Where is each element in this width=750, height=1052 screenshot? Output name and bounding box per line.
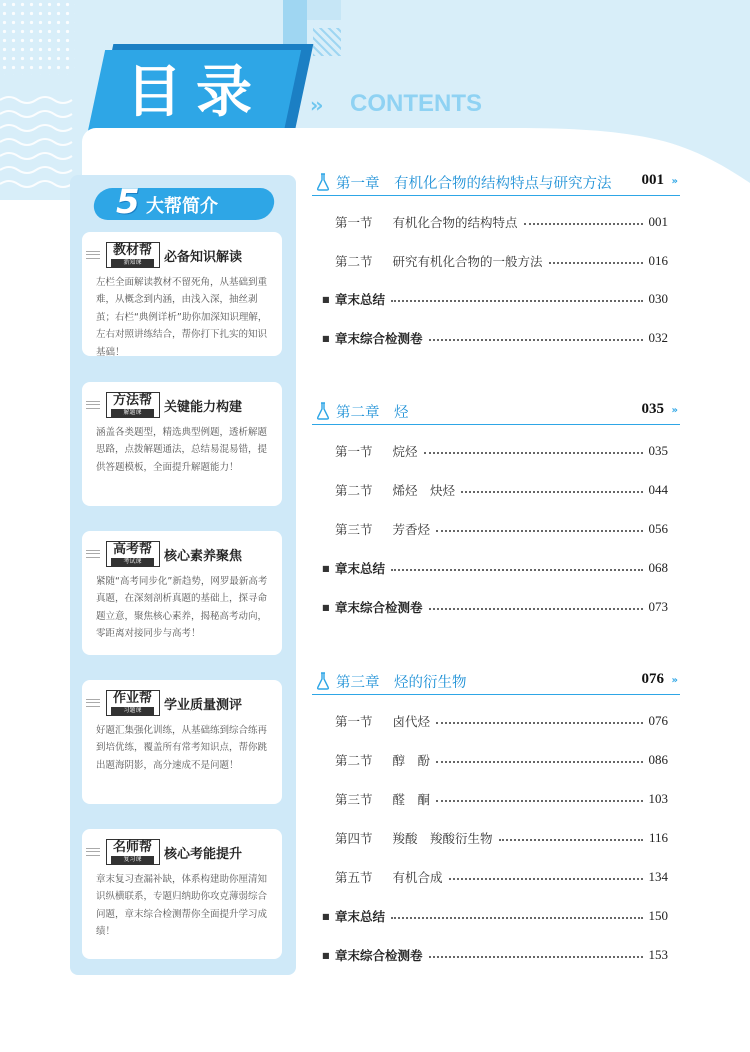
card-badge-title: 高考帮: [112, 542, 152, 557]
summary-title: 章末综合检测卷: [335, 600, 423, 615]
toc-entry[interactable]: [335, 251, 668, 271]
card-description: 左栏全面解读教材不留死角，从基础到重难，从概念到内涵，由浅入深，抽丝剥茧；右栏“典例详析”助你加深知识理解，左右对照讲练结合，帮你打下扎实的知识基础！: [96, 277, 268, 358]
flask-icon: [316, 402, 330, 420]
flask-icon: [316, 672, 330, 690]
leader-dots: [436, 792, 642, 802]
leader-dots: [499, 831, 643, 841]
toc-summary-entry[interactable]: [322, 328, 668, 348]
leader-dots: [429, 948, 643, 958]
flask-icon: [316, 173, 330, 191]
square-bullet-icon: ■: [322, 602, 330, 612]
card-badge: [106, 242, 160, 268]
page-number: 073: [648, 599, 668, 614]
card-slogan: 学业质量测评: [164, 698, 243, 713]
toc-entry[interactable]: [335, 828, 668, 848]
page-number: 001: [648, 214, 668, 229]
toc-summary-entry[interactable]: [322, 597, 668, 617]
card-header: [82, 839, 282, 865]
page-number: 076: [648, 713, 668, 728]
card-badge: [106, 541, 160, 567]
toc-entry[interactable]: [335, 789, 668, 809]
card-badge-title: 方法帮: [112, 393, 152, 408]
intro-card: [82, 232, 282, 356]
card-badge-title: 教材帮: [112, 243, 152, 258]
page-number: 068: [648, 560, 668, 575]
section-title: 研究有机化合物的一般方法: [392, 254, 543, 269]
section-title: 醇 酚: [392, 753, 431, 768]
card-badge-subtitle: 解题课: [111, 409, 154, 417]
card-badge-subtitle: 新知课: [111, 259, 154, 267]
card-description: 好题汇集强化训练，从基础练到综合练再到培优练，覆盖所有常考知识点，帮你跳出题海阴影，高分速成不是问题！: [96, 725, 268, 771]
page-number: 086: [648, 752, 668, 767]
card-description: 涵盖各类题型，精选典型例题，透析解题思路，点拨解题通法，总结易混易错，提供答题模板，全面提升解题能力！: [96, 427, 268, 473]
section-title: 羧酸 羧酸衍生物: [392, 831, 493, 846]
intro-card: [82, 829, 282, 959]
toc-entry[interactable]: [335, 480, 668, 500]
triple-line-icon: [86, 848, 100, 856]
stripe-pattern: [313, 28, 341, 56]
card-badge-title: 名师帮: [112, 840, 152, 855]
toc-entry[interactable]: [335, 711, 668, 731]
card-badge-subtitle: 考试课: [111, 558, 154, 566]
chapter-heading[interactable]: [312, 671, 680, 695]
wave-pattern: [0, 92, 75, 202]
leader-dots: [391, 561, 642, 571]
card-badge-subtitle: 习题课: [111, 707, 154, 715]
page-number: 150: [648, 908, 668, 923]
toc-entry[interactable]: [335, 441, 668, 461]
summary-title: 章末总结: [335, 561, 386, 576]
section-number: 第二节: [335, 753, 373, 768]
card-slogan: 核心考能提升: [164, 847, 243, 862]
card-description: 紧随“高考同步化”新趋势，网罗最新高考真题，在深刻剖析真题的基础上，探寻命题立意，聚焦核心素养，揭秘高考动向，零距离对接同步与高考！: [96, 576, 268, 640]
leader-dots: [524, 215, 643, 225]
section-title: 芳香烃: [392, 522, 431, 537]
page-number: 044: [648, 482, 668, 497]
card-slogan: 核心素养聚焦: [164, 549, 243, 564]
summary-title: 章末综合检测卷: [335, 948, 423, 963]
section-number: 第一节: [335, 215, 373, 230]
triple-line-icon: [86, 699, 100, 707]
intro-card: [82, 680, 282, 804]
intro-card: [82, 531, 282, 655]
page-number: 056: [648, 521, 668, 536]
toc-entry[interactable]: [335, 519, 668, 539]
page-number: 116: [648, 830, 668, 845]
intro-card: [82, 382, 282, 506]
section-title: 烷烃: [392, 444, 418, 459]
page-number: 134: [648, 869, 668, 884]
sidebar-header: [94, 182, 274, 222]
leader-dots: [449, 870, 643, 880]
section-number: 第二节: [335, 254, 373, 269]
square-bullet-icon: ■: [322, 333, 330, 343]
double-chevron-icon: »: [671, 176, 678, 187]
square-bullet-icon: ■: [322, 911, 330, 921]
chapter-page: 035: [641, 401, 664, 417]
double-chevron-icon: »: [671, 675, 678, 686]
section-number: 第三节: [335, 792, 373, 807]
chapter-page: 076: [641, 671, 664, 687]
page-number: 016: [648, 253, 668, 268]
card-badge-title: 作业帮: [112, 691, 152, 706]
section-number: 第二节: [335, 483, 373, 498]
card-slogan: 关键能力构建: [164, 400, 243, 415]
card-header: [82, 242, 282, 268]
double-chevron-icon: ››: [310, 93, 321, 117]
section-title: 卤代烃: [392, 714, 431, 729]
toc-entry[interactable]: [335, 750, 668, 770]
toc-summary-entry[interactable]: [322, 558, 668, 578]
leader-dots: [429, 331, 643, 341]
section-number: 第四节: [335, 831, 373, 846]
page-subtitle: CONTENTS: [350, 90, 482, 117]
leader-dots: [436, 522, 642, 532]
chapter-title: 第二章 烃: [336, 405, 409, 421]
card-header: [82, 541, 282, 567]
chapter-heading[interactable]: [312, 172, 680, 196]
chapter-title: 第一章 有机化合物的结构特点与研究方法: [336, 176, 612, 192]
triple-line-icon: [86, 251, 100, 259]
page-number: 103: [648, 791, 668, 806]
leader-dots: [391, 292, 642, 302]
leader-dots: [549, 254, 643, 264]
chapter-title: 第三章 烃的衍生物: [336, 675, 467, 691]
card-header: [82, 690, 282, 716]
chapter-heading[interactable]: [312, 401, 680, 425]
section-title: 烯烃 炔烃: [392, 483, 456, 498]
section-title: 有机化合物的结构特点: [392, 215, 518, 230]
summary-title: 章末总结: [335, 292, 386, 307]
leader-dots: [461, 483, 642, 493]
decor-bar: [307, 0, 341, 20]
toc-summary-entry[interactable]: [322, 906, 668, 926]
chapter-page: 001: [641, 172, 664, 188]
triple-line-icon: [86, 401, 100, 409]
page-number: 030: [648, 291, 668, 306]
section-number: 第一节: [335, 714, 373, 729]
leader-dots: [436, 714, 642, 724]
section-number: 第一节: [335, 444, 373, 459]
section-number: 第五节: [335, 870, 373, 885]
leader-dots: [436, 753, 642, 763]
card-slogan: 必备知识解读: [164, 250, 243, 265]
sidebar-header-text: 大帮简介: [146, 196, 218, 217]
page-number: 032: [648, 330, 668, 345]
page-number: 035: [648, 443, 668, 458]
card-badge: [106, 392, 160, 418]
leader-dots: [429, 600, 643, 610]
section-title: 醛 酮: [392, 792, 431, 807]
card-badge-subtitle: 复习课: [111, 856, 154, 864]
toc-summary-entry[interactable]: [322, 945, 668, 965]
page-title: 目录: [126, 60, 266, 125]
toc-entry[interactable]: [335, 212, 668, 232]
card-badge: [106, 839, 160, 865]
card-badge: [106, 690, 160, 716]
square-bullet-icon: ■: [322, 294, 330, 304]
toc-entry[interactable]: [335, 867, 668, 887]
square-bullet-icon: ■: [322, 563, 330, 573]
section-title: 有机合成: [392, 870, 443, 885]
triple-line-icon: [86, 550, 100, 558]
summary-title: 章末综合检测卷: [335, 331, 423, 346]
section-number: 第三节: [335, 522, 373, 537]
sidebar-header-number: 5: [116, 182, 140, 222]
card-header: [82, 392, 282, 418]
toc-summary-entry[interactable]: [322, 289, 668, 309]
double-chevron-icon: »: [671, 405, 678, 416]
card-description: 章末复习查漏补缺，体系构建助你厘清知识纵横联系，专题归纳助你攻克薄弱综合问题，章末综合检测帮你全面提升学习成绩！: [96, 874, 268, 938]
leader-dots: [391, 909, 642, 919]
dot-pattern: [0, 0, 75, 75]
page-number: 153: [648, 947, 668, 962]
square-bullet-icon: ■: [322, 950, 330, 960]
leader-dots: [424, 444, 643, 454]
summary-title: 章末总结: [335, 909, 386, 924]
